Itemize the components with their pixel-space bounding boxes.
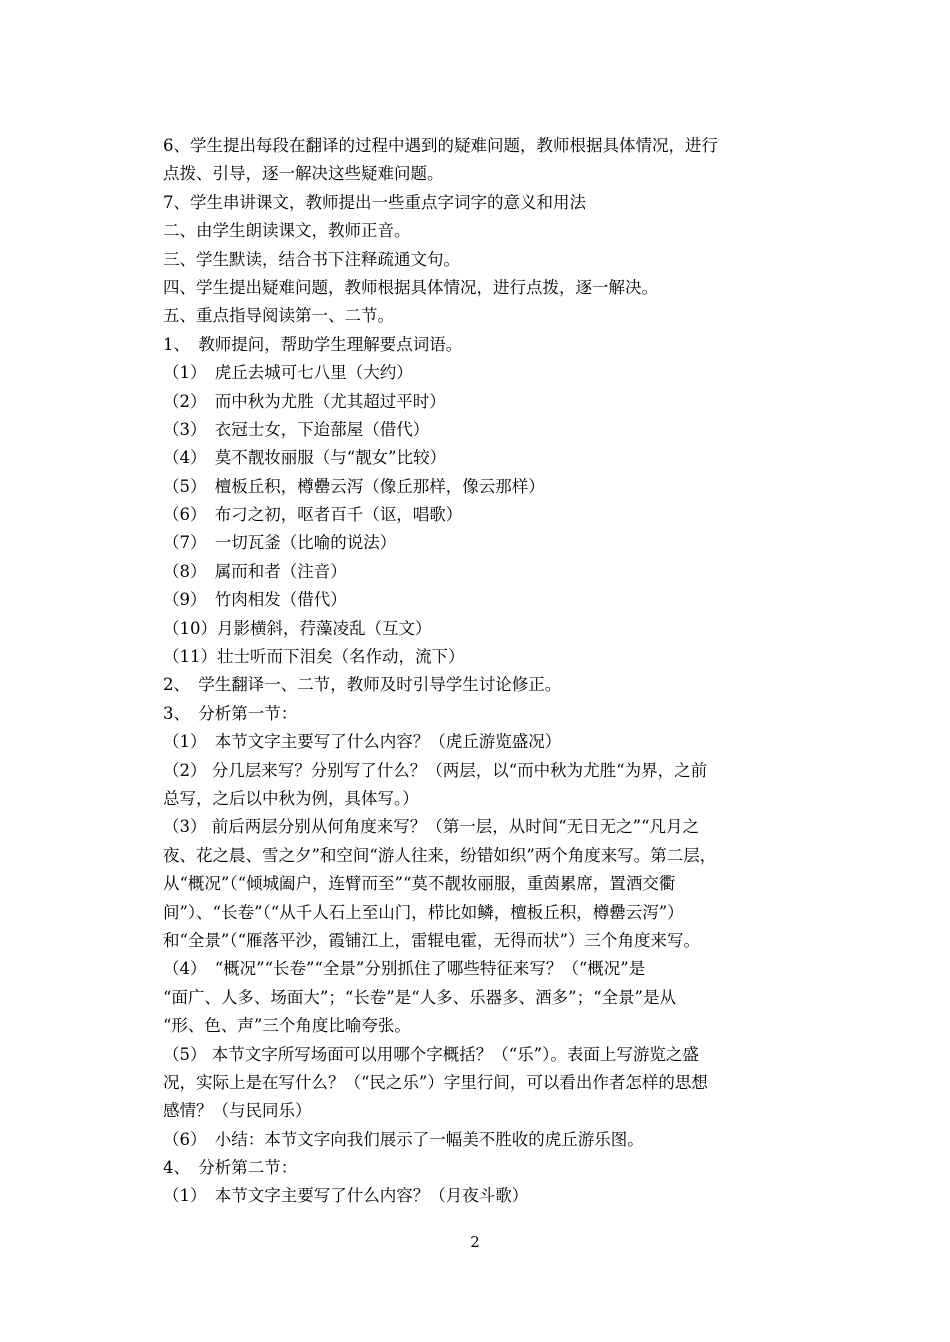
text-line: （7） 一切瓦釜（比喻的说法） (163, 533, 397, 553)
text-line: （10）月影横斜，荇藻凌乱（互文） (163, 618, 432, 638)
text-line: 6、学生提出每段在翻译的过程中遇到的疑难问题，教师根据具体情况，进行 (163, 136, 718, 155)
text-line: （1） 本节文字主要写了什么内容？（月夜斗歌） (163, 1186, 529, 1206)
page-body-text (163, 132, 803, 1211)
text-line: 间”）、“长卷”（“从千人石上至山门，栉比如鳞，檀板丘积，樽罍云泻”） (163, 902, 684, 922)
text-line: 四、学生提出疑难问题，教师根据具体情况，进行点拨，逐一解决。 (163, 277, 658, 297)
text-line: （5） 檀板丘积，樽罍云泻（像丘那样，像云那样） (163, 476, 545, 496)
text-line: 点拨、引导，逐一解决这些疑难问题。 (163, 164, 444, 184)
text-line: （6） 小结：本节文字向我们展示了一幅美不胜收的虎丘游乐图。 (163, 1129, 644, 1149)
text-line: （5） 本节文字所写场面可以用哪个字概括？（“乐”）。表面上写游览之盛 (163, 1044, 699, 1064)
text-line: 总写，之后以中秋为例，具体写。） (163, 788, 419, 808)
text-line: “形、色、声”三个角度比喻夸张。 (163, 1016, 411, 1036)
text-line: 况，实际上是在写什么？（“民之乐”）字里行间，可以看出作者怎样的思想 (163, 1072, 708, 1092)
page-number: 2 (470, 1233, 480, 1251)
text-line: 从“概况”（“倾城阖户，连臂而至”“莫不靓妆丽服，重茵累席，置酒交衢 (163, 874, 676, 894)
text-line: “面广、人多、场面大”；“长卷”是“人多、乐器多、酒多”；“全景”是从 (163, 987, 676, 1007)
text-line: （11）壮士听而下泪矣（名作动，流下） (163, 647, 465, 667)
text-line: 7、学生串讲课文，教师提出一些重点字词字的意义和用法 (163, 192, 586, 212)
text-line: （8） 属而和者（注音） (163, 561, 347, 581)
text-line: 感情？（与民同乐） (163, 1101, 312, 1121)
text-line: （1） 本节文字主要写了什么内容？（虎丘游览盛况） (163, 732, 562, 752)
text-line: 3、 分析第一节： (163, 703, 298, 723)
text-line: 五、重点指导阅读第一、二节。 (163, 306, 394, 326)
text-line: 二、由学生朗读课文，教师正音。 (163, 221, 411, 241)
text-line: （1） 虎丘去城可七八里（大约） (163, 363, 413, 383)
text-line: 三、学生默读，结合书下注释疏通文句。 (163, 249, 460, 269)
text-line: 和“全景”（“雁落平沙，霞铺江上，雷辊电霍，无得而状”）三个角度来写。 (163, 930, 700, 950)
text-line: （4） 莫不靓妆丽服（与“靓女”比较） (163, 448, 447, 468)
text-line: （4） “概况”“长卷”“全景”分别抓住了哪些特征来写？（“概况”是 (163, 959, 646, 979)
text-line: （2） 而中秋为尤胜（尤其超过平时） (163, 391, 446, 411)
text-line: 夜、花之晨、雪之夕”和空间“游人往来，纷错如织”两个角度来写。第二层， (163, 845, 717, 865)
text-line: （3） 前后两层分别从何角度来写？（第一层，从时间“无日无之”“凡月之 (163, 817, 700, 837)
text-line: （3） 衣冠士女，下迨蔀屋（借代） (163, 419, 430, 439)
text-line: 4、 分析第二节： (163, 1158, 298, 1178)
text-line: （6） 布刁之初，呕者百千（讴，唱歌） (163, 505, 463, 525)
text-line: （9） 竹肉相发（借代） (163, 590, 347, 610)
text-line: 2、 学生翻译一、二节，教师及时引导学生讨论修正。 (163, 675, 562, 695)
text-line: 1、 教师提问，帮助学生理解要点词语。 (163, 334, 463, 354)
text-line: （2） 分几层来写？分别写了什么？（两层，以“而中秋为尤胜“为界，之前 (163, 760, 708, 780)
